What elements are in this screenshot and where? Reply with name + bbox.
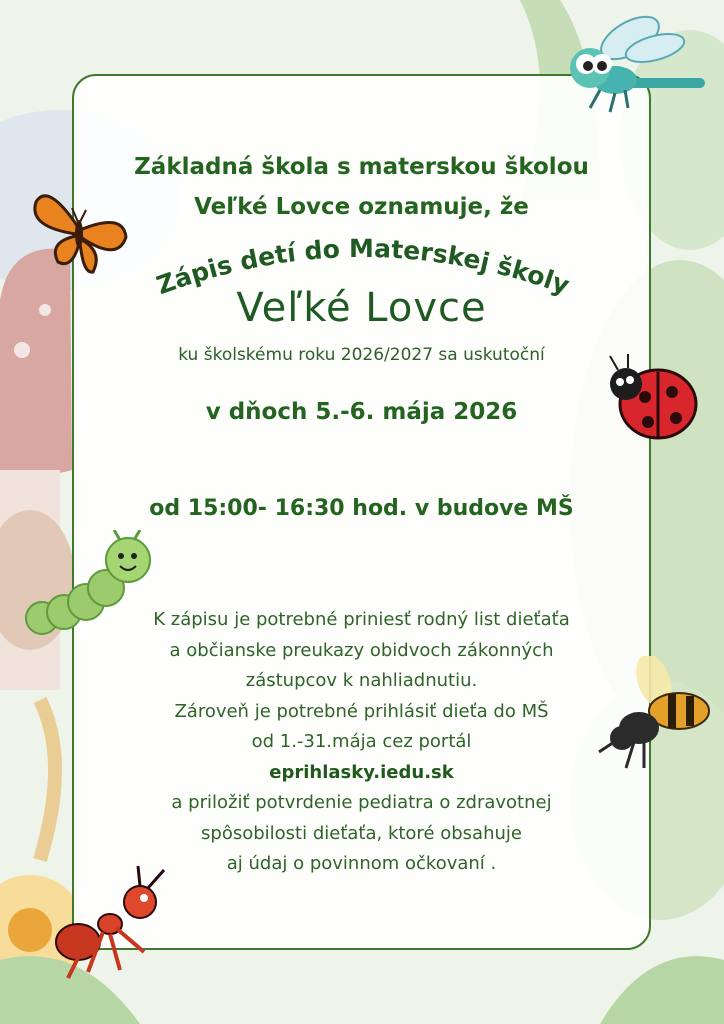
- school-year: ku školskému roku 2026/2027 sa uskutoční: [178, 345, 545, 365]
- info-line: zástupcov k nahliadnutiu.: [245, 670, 478, 691]
- dragonfly-icon: [560, 8, 710, 120]
- info-line: spôsobilosti dieťaťa, ktoré obsahuje: [201, 822, 522, 844]
- portal-link[interactable]: eprihlasky.iedu.sk: [269, 761, 454, 783]
- info-line: K zápisu je potrebné priniesť rodný list dieťaťa: [153, 609, 570, 630]
- info-text: [72, 605, 651, 880]
- ladybug-icon: [600, 352, 700, 444]
- info-line: a priložiť potvrdenie pediatra o zdravotnej: [171, 792, 552, 813]
- header-line-2: Veľké Lovce oznamuje, že: [194, 194, 529, 220]
- header-line-1: Základná škola s materskou školou: [134, 154, 589, 180]
- caterpillar-icon: [24, 530, 152, 638]
- info-line: aj údaj o povinnom očkovaní .: [226, 853, 497, 874]
- enrollment-dates: v dňoch 5.-6. mája 2026: [205, 399, 518, 425]
- info-line: Zároveň je potrebné prihlásiť dieťa do MŠ: [174, 700, 549, 722]
- info-line: a občianske preukazy obidvoch zákonných: [169, 639, 554, 661]
- title-arc-text: Zápis detí do Materskej školy: [152, 233, 574, 301]
- info-line: od 1.-31.mája cez portál: [251, 731, 472, 752]
- ant-icon: [48, 862, 178, 982]
- place-title: Veľké Lovce: [236, 285, 487, 331]
- bee-icon: [594, 656, 714, 776]
- butterfly-icon: [28, 182, 130, 277]
- enrollment-time: od 15:00- 16:30 hod. v budove MŠ: [149, 496, 574, 521]
